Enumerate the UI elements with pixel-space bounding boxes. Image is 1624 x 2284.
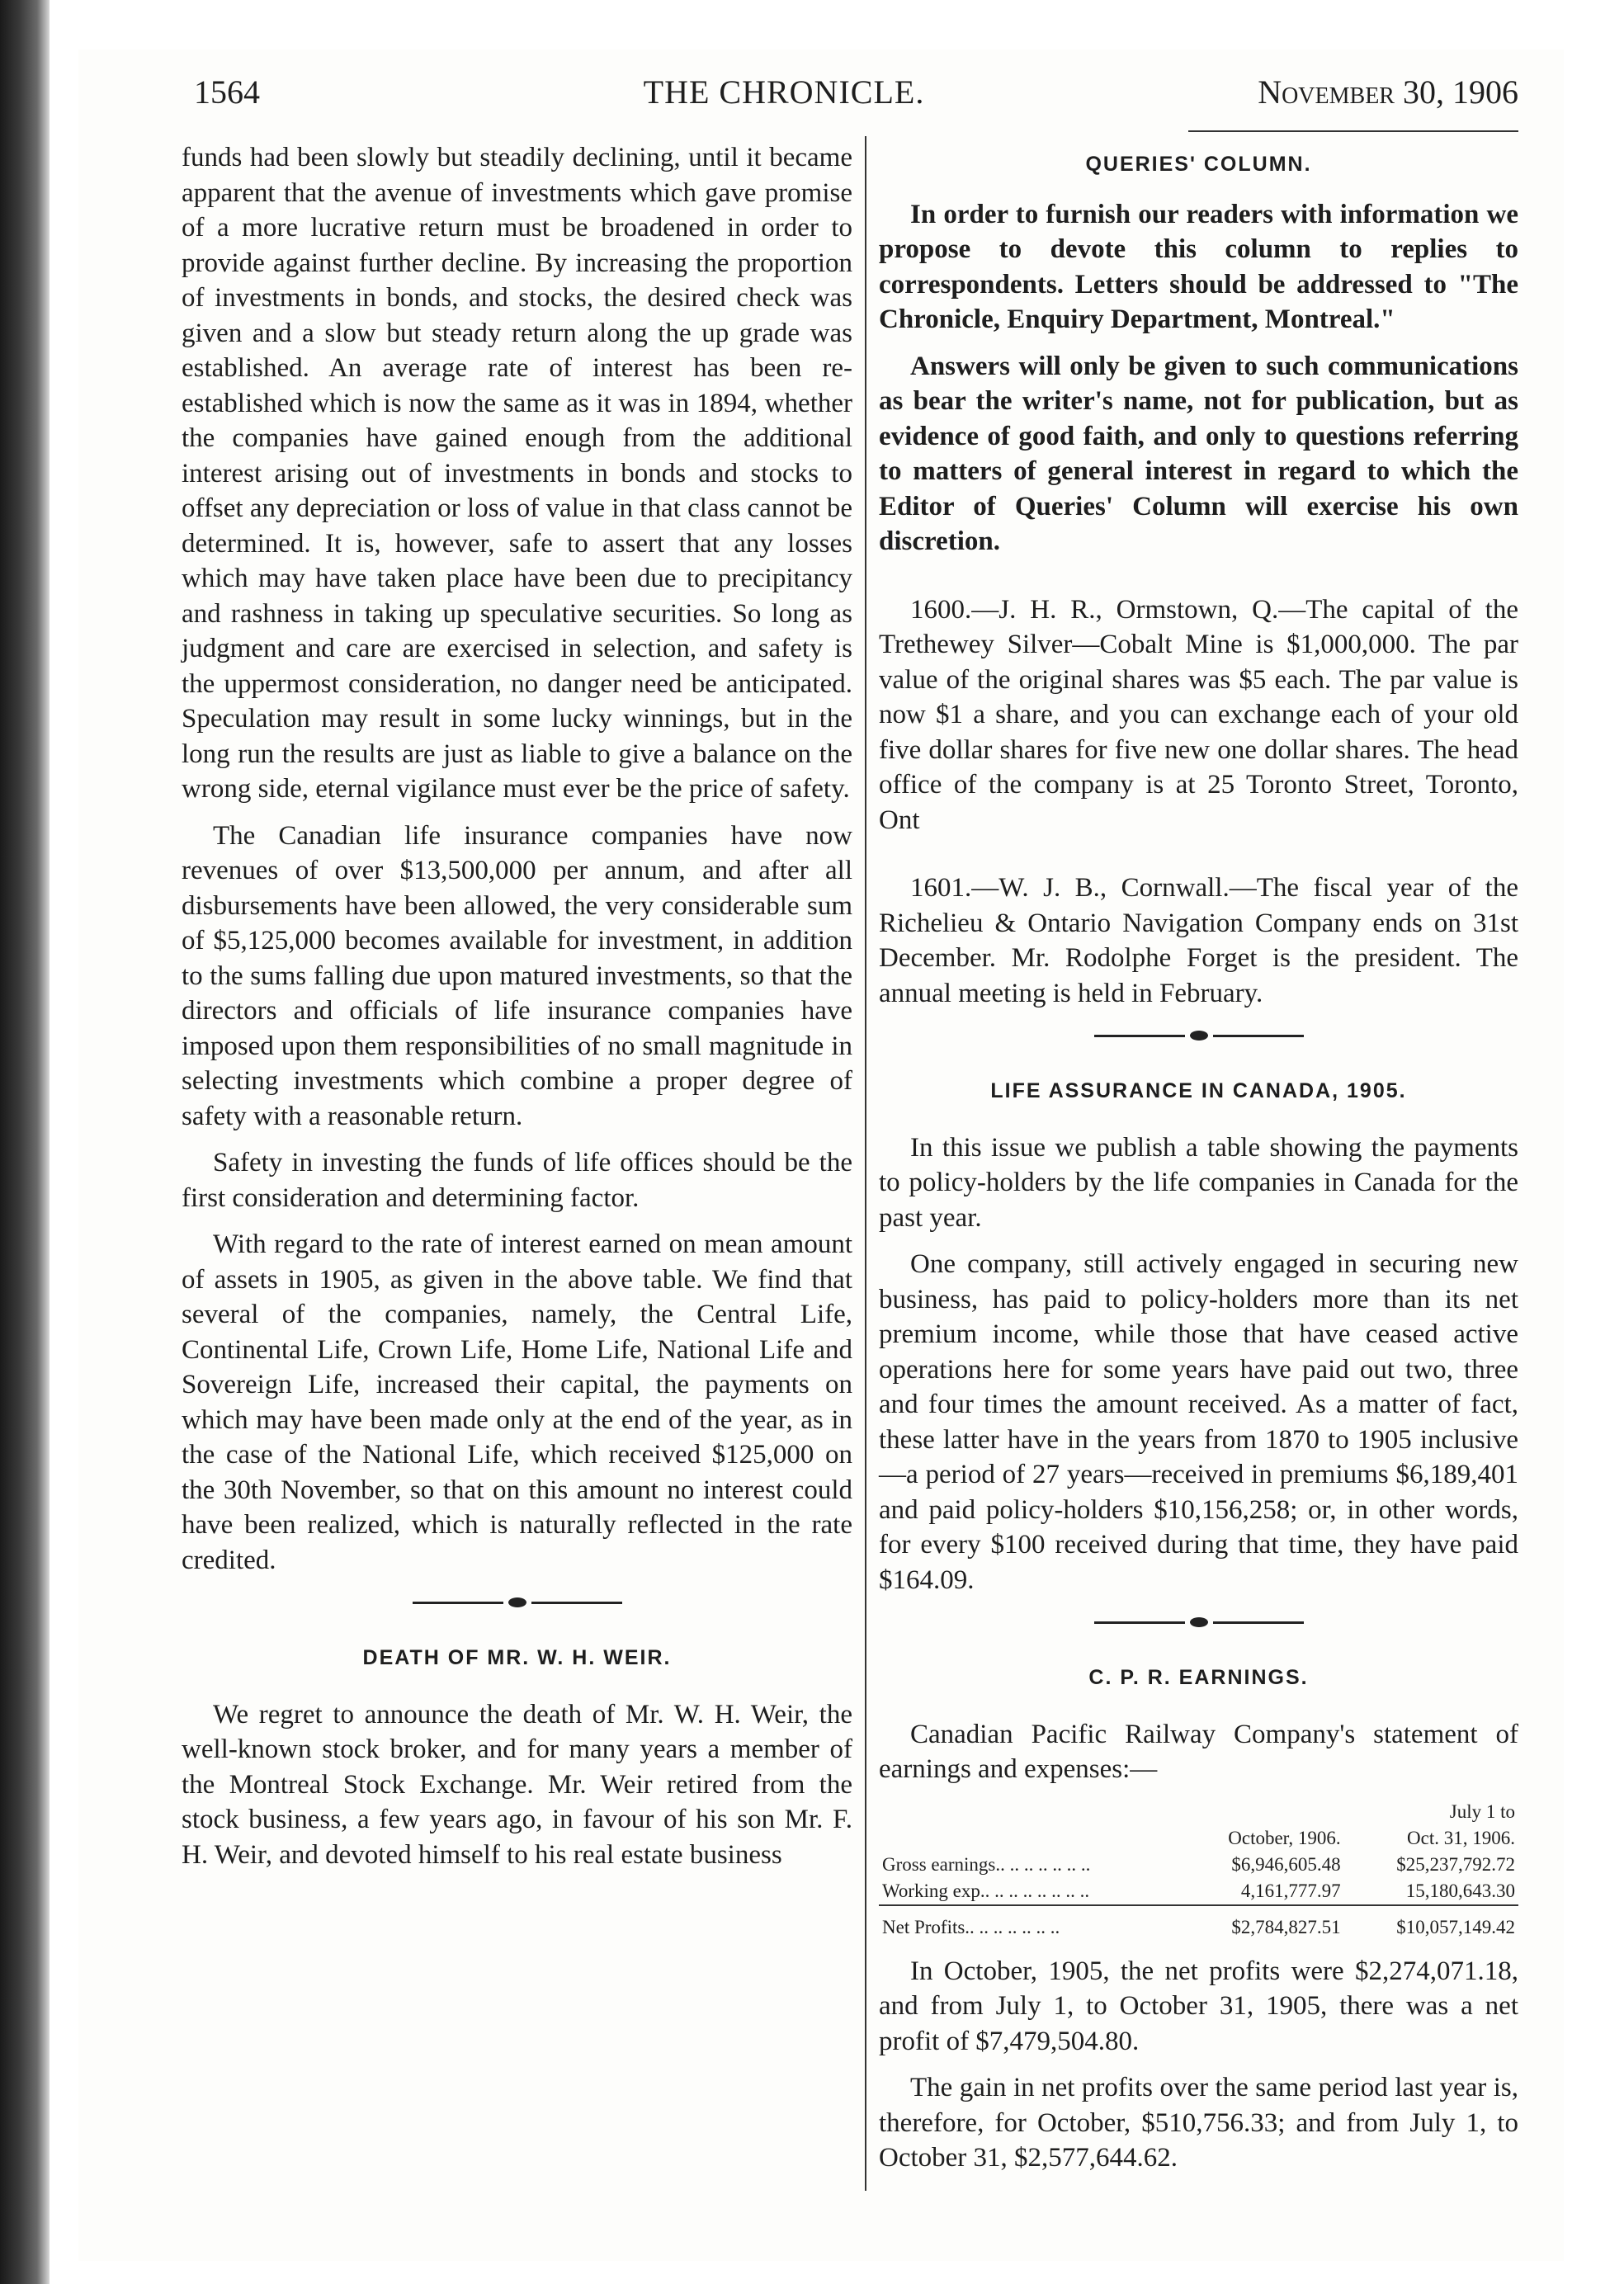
left-paragraph-4: With regard to the rate of interest earned on mean amount of assets in 1905, as given in the above table. We find that several of the companies, namely, the Central Life, Continental Life, Crown Life, Home Life, National Life and Sovereign Life, increased their capital, the payments on which may have been made only at the end of the year, as in the case of the National Life, which received $125,000 on the 30th November, so that on this amount no interest could have been realized, which is naturally reflected in the rate credited. [182, 1229, 852, 1575]
death-paragraph: We regret to announce the death of Mr. W. H. Weir, the well-known stock broker, and for many years a member of the Montreal Stock Exchange. Mr. Weir retired from the stock business, a few years ago, in favour of his son Mr. F. H. Weir, and devoted himself to his real estate business [182, 1699, 852, 1870]
cpr-paragraph-1: In October, 1905, the net profits were $2,274,071.18, and from July 1, to October 31, 1905, there was a net profit of $7,479,504.80. [879, 1956, 1518, 2056]
queries-paragraph-1: In order to furnish our readers with information we propose to devote this column to replies to correspondents. Letters should be addressed to "The Chronicle, Enquiry Department, Montreal." [879, 199, 1518, 334]
column-divider [865, 136, 866, 2191]
col2-header-line2: Oct. 31, 1906. [1407, 1827, 1515, 1848]
cpr-intro: Canadian Pacific Railway Company's statement of earnings and expenses:— [879, 1719, 1518, 1784]
col2-header-line1: July 1 to [1449, 1800, 1515, 1822]
table-row: Working exp.. .. .. .. .. .. .. .. 4,161,777.97 15,180,643.30 [882, 1880, 1515, 1901]
life-paragraph-2: One company, still actively engaged in securing new business, has paid to policy-holders more than its net premium income, while those that have ceased active operations here for some years have paid out two, three and four times the amount received. As a matter of fact, these latter have in the years from 1870 to 1905 inclusive—a period of 27 years—received in premiums $6,189,401 and paid policy-holders $10,156,258; or, in other words, for every $100 received during that time, they have paid $164.09. [879, 1249, 1518, 1595]
life-assurance-heading: LIFE ASSURANCE IN CANADA, 1905. [990, 1079, 1407, 1102]
section-ornament [182, 1597, 852, 1607]
publication-title: THE CHRONICLE. [643, 73, 925, 111]
section-ornament [879, 1617, 1518, 1627]
left-column [182, 140, 852, 1884]
queries-paragraph-2: Answers will only be given to such communications as bear the writer's name, not for publication, but as evidence of good faith, and only to questions referring to matters of general interest in regard to which the Editor of Queries' Column will exercise his own discretion. [879, 351, 1518, 556]
left-paragraph-1: funds had been slowly but steadily declining, until it became apparent that the avenue of investments which gave promise of a more lucrative return must be broadened in order to provide against further decline. By increasing the proportion of investments in bonds, and stocks, the desired check was given and a slow but steady return along the up grade was established. An average rate of interest has been re-established which is now the same as it was in 1894, whether the companies have gained enough from the additional interest arising out of investments in bonds and stocks to offset any depreciation or loss of value in that class cannot be determined. It is, however, safe to assert that any losses which may have taken place have been due to precipitancy and rashness in taking up speculative securities. So long as judgment and care are exercised in selection, and safety is the uppermost consideration, no danger need be anticipated. Speculation may result in some lucky winnings, but in the long run the results are just as liable to give a balance on the wrong side, eternal vigilance must ever be the price of safety. [182, 143, 852, 804]
left-paragraph-2: The Canadian life insurance companies have now revenues of over $13,500,000 per annum, and after all disbursements have been allowed, the very considerable sum of $5,125,000 becomes available for investment, in addition to the sums falling due upon matured investments, so that the directors and officials of life insurance companies have imposed upon them responsibilities of no small magnitude in selecting investments which combine a proper degree of safety with a reasonable return. [182, 820, 852, 1131]
earnings-table [879, 1799, 1518, 1941]
cpr-paragraph-2: The gain in net profits over the same period last year is, therefore, for October, $510,756.33; and from July 1, to October 31, $2,577,644.62. [879, 2073, 1518, 2173]
page-header [116, 73, 1518, 122]
issue-date: November 30, 1906 [1258, 73, 1518, 111]
cpr-heading: C. P. R. EARNINGS. [1088, 1666, 1309, 1689]
header-rule [1188, 130, 1518, 132]
page-number: 1564 [194, 73, 260, 111]
section-ornament [879, 1031, 1518, 1041]
right-column [879, 140, 1518, 2187]
left-paragraph-3: Safety in investing the funds of life offices should be the first consideration and determining factor. [182, 1148, 852, 1213]
table-row: Gross earnings.. .. .. .. .. .. .. $6,946,605.48 $25,237,792.72 [882, 1853, 1515, 1875]
death-heading: DEATH OF MR. W. H. WEIR. [362, 1646, 672, 1669]
query-1601: 1601.—W. J. B., Cornwall.—The fiscal year of the Richelieu & Ontario Navigation Company ends on 31st December. Mr. Rodolphe Forget is the president. The annual meeting is held in February. [879, 873, 1518, 1008]
col1-header: October, 1906. [1228, 1827, 1341, 1848]
queries-heading: QUERIES' COLUMN. [1085, 153, 1312, 176]
query-1600: 1600.—J. H. R., Ormstown, Q.—The capital of the Trethewey Silver—Cobalt Mine is $1,000,000. The par value of the original shares was $5 each. The par value is now $1 a share, and you can exchange each of your old five dollar shares for five new one dollar shares. The head office of the company is at 25 Toronto Street, Toronto, Ont [879, 594, 1518, 835]
life-paragraph-1: In this issue we publish a table showing the payments to policy-holders by the life companies in Canada for the past year. [879, 1132, 1518, 1233]
page-binding-edge [0, 0, 50, 2284]
table-total-row: Net Profits.. .. .. .. .. .. .. $2,784,827.51 $10,057,149.42 [879, 1905, 1518, 1941]
